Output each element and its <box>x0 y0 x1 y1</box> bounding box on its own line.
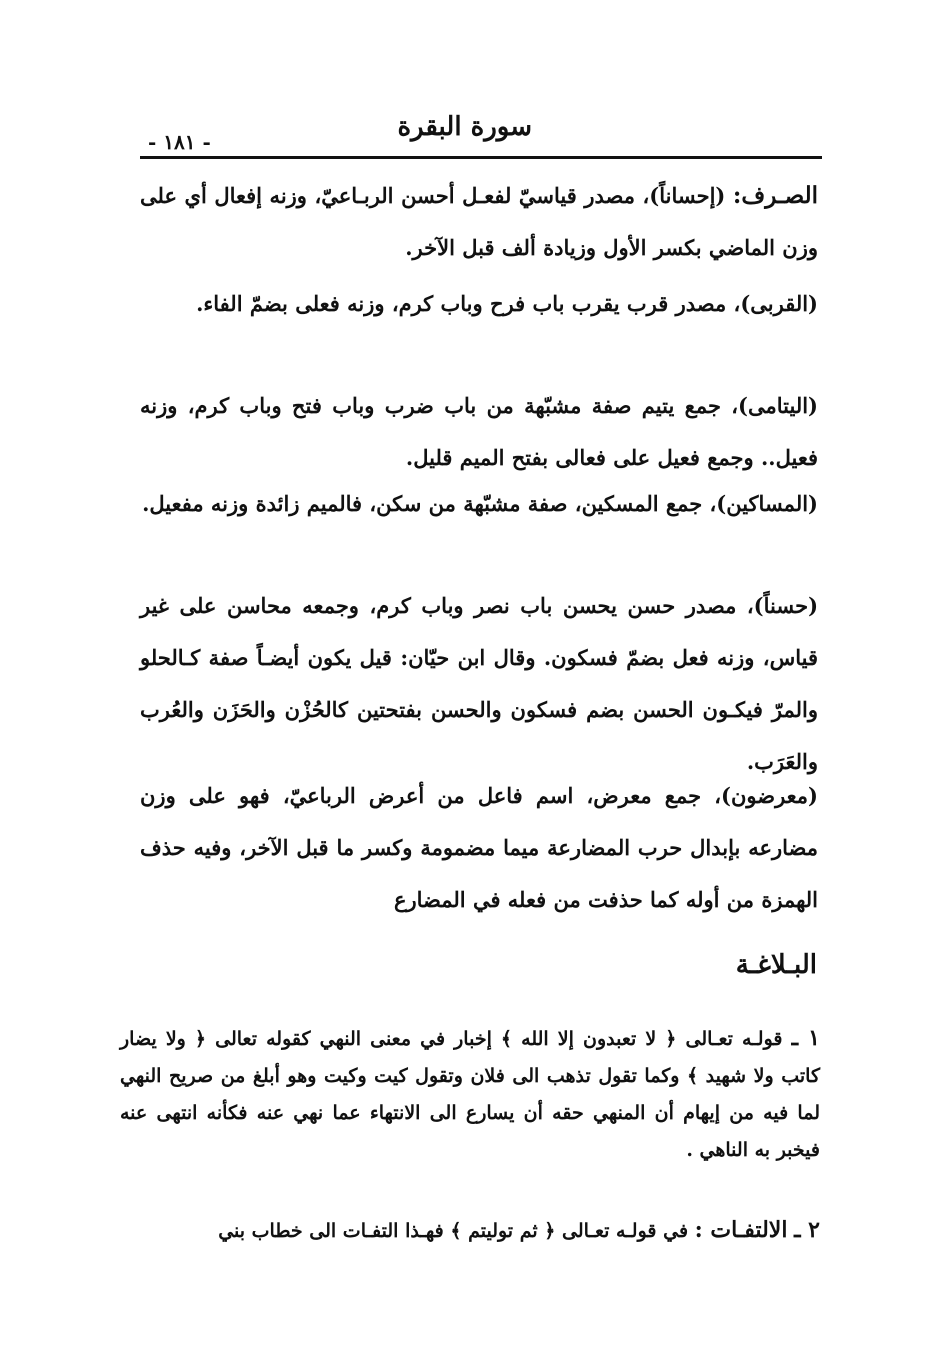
sarf-label: الصـرف: <box>732 182 819 209</box>
balagha-title: البـلاغـة <box>735 950 817 980</box>
page-header <box>140 108 822 156</box>
sarf-paragraph-6: (معرضون)، جمع معرض، اسم فاعل من أعرض الرباعيّ، فهو على وزن مضارعه بإبدال حرب المضارعة ميما مضمومة وكسر ما قبل الآخر، وفيه حذف الهمزة من أوله كما حذفت من فعله في المضارع <box>140 783 818 912</box>
sarf-paragraph-2: (القربى)، مصدر قرب يقرب باب فرح وباب كرم، وزنه فعلى بضمّ الفاء. <box>196 291 818 316</box>
item-text: قولـه تعـالى ﴿ لا تعبدون إلا الله ﴾ إخبار في معنى النهي كقوله تعالى ﴿ ولا يضار كاتب ولا شهيد ﴾ وكما تقول تذهب الى فلان وتقول كيت وكيت وهو أبلغ من صريح النهي لما فيه من إيهام أن المنهي حقه أن يسارع الى الانتهاء عما نهي عنه فكأنه انتهى عنه فيخبر به الناهي . <box>120 1028 820 1161</box>
balagha-item-1 <box>120 1020 820 1169</box>
sarf-text-1: (إحساناً)، مصدر قياسيّ لفعـل أحسن الربـاعيّ، وزنه إفعال أي على وزن الماضي بكسر الأول وزيادة ألف قبل الآخر. <box>140 183 818 260</box>
item-number: ٢ ـ <box>794 1217 820 1243</box>
sarf-paragraph-1 <box>140 170 818 274</box>
surah-title: سورة البقرة <box>397 112 532 142</box>
item-number: ١ ـ <box>791 1025 820 1051</box>
sarf-paragraph-5: (حسناً)، مصدر حسن يحسن باب نصر وباب كرم، وجمعه محاسن على غير قياس، وزنه فعل بضمّ فسكون. وقال ابن حيّان: قيل يكون أيضـاً صفة كـالحلو والمرّ فيكـون الحسن بضم فسكون والحسن بفتحتين كالحُزْن والحَزَن والعُرب والعَرَب. <box>140 593 818 774</box>
header-divider <box>140 156 822 159</box>
sarf-paragraph-3: (اليتامى)، جمع يتيم صفة مشبّهة من باب ضرب وباب فتح وباب كرم، وزنه فعيل.. وجمع فعيل على فعالى بفتح الميم قليل. <box>140 393 818 470</box>
sarf-paragraph-4: (المساكين)، جمع المسكين، صفة مشبّهة من سكن، فالميم زائدة وزنه مفعيل. <box>142 491 818 516</box>
page-number: - ١٨١ - <box>148 130 211 154</box>
item-label: الالتفـات : <box>694 1217 788 1243</box>
item-text: في قولـه تعـالى ﴿ ثم توليتم ﴾ فهـذا التفـات الى خطاب بني <box>218 1220 689 1242</box>
balagha-item-2 <box>120 1212 820 1250</box>
